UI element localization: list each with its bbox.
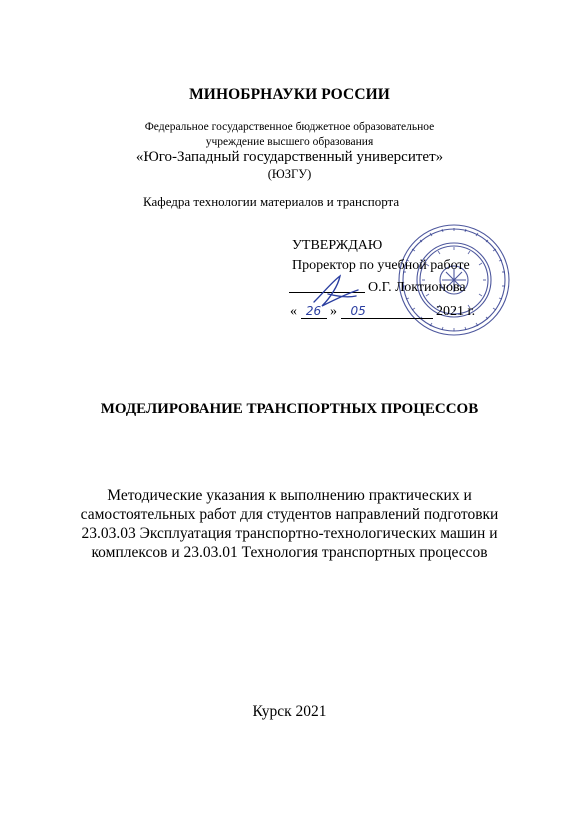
university-abbreviation: (ЮЗГУ)	[267, 167, 312, 181]
approver-name: О.Г. Локтионова	[368, 280, 466, 295]
document-title: МОДЕЛИРОВАНИЕ ТРАНСПОРТНЫХ ПРОЦЕССОВ	[100, 401, 479, 417]
description-line-3: 23.03.03 Эксплуатация транспортно-технологических машин и	[81, 525, 498, 542]
institution-line-1: Федеральное государственное бюджетное образовательное	[144, 121, 435, 133]
city-year: Курск 2021	[252, 703, 327, 720]
approver-position: Проректор по учебной работе	[292, 258, 470, 273]
approval-date	[290, 304, 475, 320]
description-line-2: самостоятельных работ для студентов направлений подготовки	[80, 506, 499, 523]
date-day: 26	[301, 304, 327, 319]
date-month: 05	[341, 304, 433, 319]
institution-line-2: учреждение высшего образования	[205, 136, 374, 148]
description-line-1: Методические указания к выполнению практических и	[107, 487, 472, 504]
approval-label: УТВЕРЖДАЮ	[292, 238, 383, 253]
department-name: Кафедра технологии материалов и транспорта	[143, 194, 400, 209]
date-close-quote: »	[330, 304, 337, 319]
ministry-heading: МИНОБРНАУКИ РОССИИ	[189, 86, 390, 103]
university-name: «Юго-Западный государственный университет»	[135, 149, 444, 165]
description-line-4: комплексов и 23.03.01 Технология транспортных процессов	[91, 544, 488, 561]
date-open-quote: «	[290, 304, 297, 319]
date-year: 2021 г.	[436, 304, 476, 319]
